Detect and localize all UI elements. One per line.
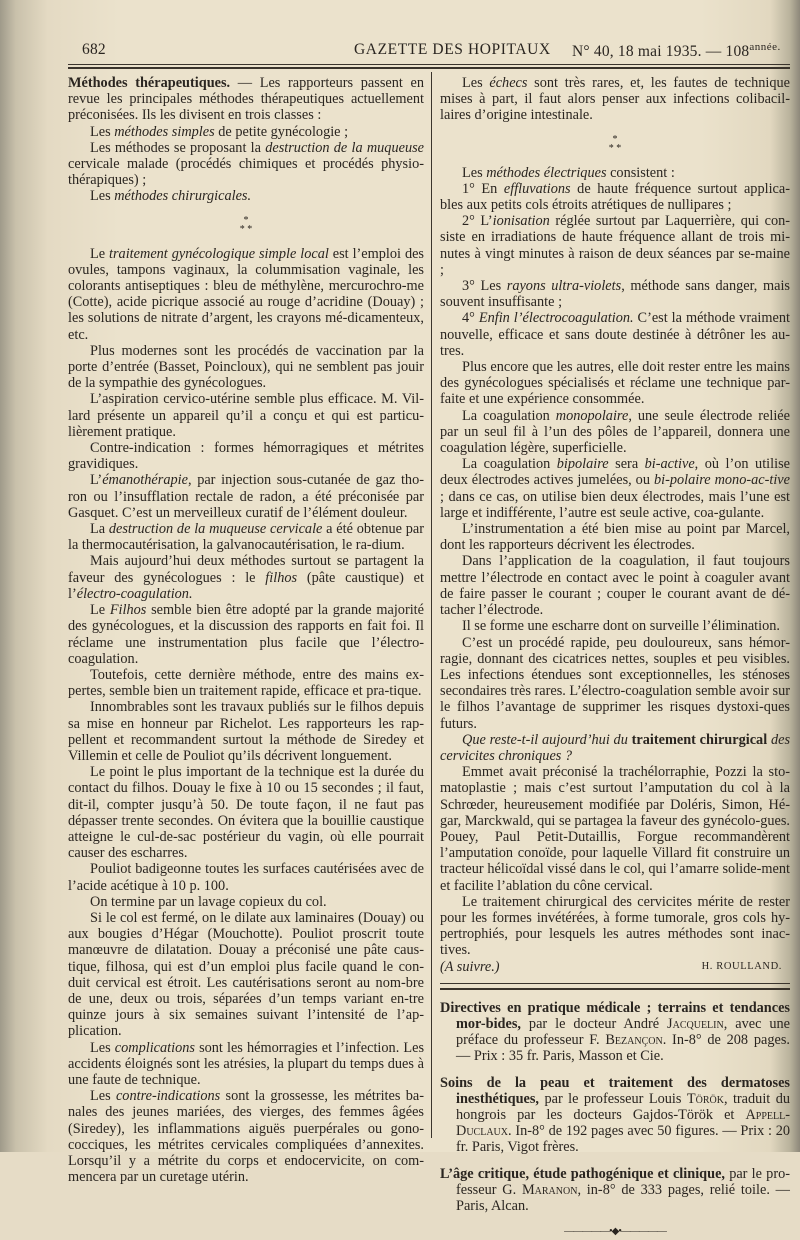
paragraph: 3° Les rayons ultra-violets, méthode sans danger, mais souvent insuffisante ;	[440, 278, 790, 311]
issue-info: N° 40, 18 mai 1935. — $108^{année.}$	[572, 41, 781, 61]
section-asterism: * * *	[239, 214, 253, 235]
left-column	[68, 75, 424, 1185]
paragraph: On termine par un lavage copieux du col.	[90, 893, 327, 910]
paragraph: Que reste-t-il aujourd’hui du traitement chirurgical des cervicites chroniques ?	[440, 731, 791, 764]
page-header	[52, 37, 792, 63]
author-name: H. ROULLAND.	[701, 960, 782, 972]
paragraph: Mais aujourd’hui deux méthodes surtout se partagent la faveur des gynécologues : le filhos (pâte caustique) et l’électro-coagulation.	[68, 553, 424, 602]
header-rule-bottom	[68, 67, 790, 69]
paragraph: Les méthodes chirurgicales.	[90, 188, 252, 205]
paragraph: Si le col est fermé, on le dilate aux laminaires (Douay) ou aux bougies d’Hégar (Mouchotte). Pouliot proscrit toute manœuvre de dilatation. Douay a préconisé une pâte caus-tique, filhosa, qui est d’un emploi plus facile quand le con-duit cervical est étroit. Les cautérisations seront au nom-bre de une, deux ou trois, séparées d’un temps variant en-tre quinze jours à six semaines suivant l’intensité de l’ap-plication.	[68, 909, 424, 1040]
paragraph: L’instrumentation a été bien mise au point par Marcel, dont les rapporteurs décrivent les électrodes.	[440, 521, 790, 554]
bibliography-list	[440, 1000, 790, 1214]
page-number: 682	[82, 41, 106, 58]
right-article-body	[440, 75, 790, 959]
paragraph: Les complications sont les hémorragies et l’infection. Les accidents éloignés sont les atrésies, la plupart du temps dues à une faute de technique.	[68, 1039, 425, 1088]
section-separator	[440, 983, 790, 990]
paragraph: C’est un procédé rapide, peu douloureux, sans hémor-ragie, donnant des cicatrices nettes, souples et peu visibles. Les infections étendues sont exceptionnelles, les sténoses secondaires très rares. L’électro-coagulation semble avoir sur le filhos l’avantage de supprimer les risques dystoxi-ques futurs.	[440, 634, 791, 732]
right-column	[440, 75, 790, 1240]
paragraph: Dans l’application de la coagulation, il faut toujours mettre l’électrode en contact avec le point à coaguler avant de faire passer le courant ; couper le courant avant de dé-tacher l’électrode.	[440, 553, 790, 619]
bibliography-entry: Soins de la peau et traitement des dermatoses inesthétiques, par le professeur Louis Török, traduit du hongrois par les docteurs Gajdos-Török et Appell-Duclaux. In-8° de 192 pages avec 50 figures. — Prix : 20 fr. Paris, Vigot frères.	[440, 1074, 790, 1156]
paragraph: 4° Enfin l’électrocoagulation. C’est la méthode vraiment nouvelle, efficace et sans doute destinée à détrôner les au-tres.	[440, 310, 790, 359]
paragraph: Le traitement gynécologique simple local est l’emploi des ovules, tampons vaginaux, la colummisation vaginale, les colorants antiseptiques : bleu de méthylène, mercurochro-me (Cotte), acide picrique associé au rouge d’acridine (Douay) ; les solutions de nitrate d’argent, les crayons mé-dicamenteux, etc.	[68, 245, 424, 343]
paragraph: Méthodes thérapeutiques. — Les rapporteurs passent en revue les principales méthodes thérapeutiques actuellement préconisées. Ils les divisent en trois classes :	[68, 75, 425, 124]
paragraph: Les méthodes électriques consistent :	[462, 164, 675, 181]
article-signature	[440, 959, 790, 975]
paragraph: Emmet avait préconisé la trachélorraphie, Pozzi la sto-matoplastie ; mais c’est surtout l’amputation du col à la Schrœder, heureusement modifiée par Doléris, Simon, Hé-gar, Marckwald, qui se partagea la faveur des gynécolo-gues. Pouey, Paul Petit-Dutaillis, Forgue recommandèrent l’amputation conoïde, pour laquelle Villard fit construire un tracteur hélicoïdal vissé dans le col, qui l’amarre solide-ment et facilite l’ablation du cône cervical.	[440, 764, 790, 894]
paragraph: Les méthodes simples de petite gynécologie ;	[90, 123, 349, 140]
column-divider	[431, 72, 432, 1138]
end-ornament: —————•◆•—————	[564, 1226, 666, 1238]
section-asterism: * * *	[608, 133, 622, 154]
bibliography-entry: Directives en pratique médicale ; terrains et tendances mor-bides, par le docteur André Jacquelin, avec une préface du professeur F. Bezançon. In-8° de 208 pages. — Prix : 35 fr. Paris, Masson et Cie.	[440, 999, 790, 1065]
paragraph: Les échecs sont très rares, et, les fautes de technique mises à part, il faut alors penser aux infections colibacil-laires d’origine intestinale.	[440, 75, 790, 124]
paragraph: Les méthodes se proposant la destruction de la muqueuse cervicale malade (procédés chimiques et procédés physio-thérapiques) ;	[68, 139, 425, 189]
paragraph: Les contre-indications sont la grossesse, les métrites ba-nales des jeunes mariées, des vierges, des femmes âgées (Siredey), les inflammations aiguës puerpérales ou gono-cocciques, les métrites cervicales compliquées d’annexites. Lorsqu’il y a métrite du corps et endocervicite, on com-mencera par un curetage utérin.	[68, 1088, 424, 1186]
paragraph: L’émanothérapie, par injection sous-cutanée de gaz tho-ron ou l’insufflation rectale de radon, a été préconisée par Gasquet. C’est un merveilleux curatif de l’élément douleur.	[68, 472, 424, 521]
paragraph: Le Filhos semble bien être adopté par la grande majorité des gynécologues, et la discussion des rapports en fait foi. Il réclame une instrumentation plus facile que l’électro-coagulation.	[68, 602, 424, 667]
paragraph: Le traitement chirurgical des cervicites mérite de rester pour les formes invétérées, à forme tumorale, gros cols hy-pertrophiés, pour lesquels les autres méthodes sont inac-tives.	[440, 893, 790, 959]
to-be-continued: (A suivre.)	[440, 958, 500, 975]
paragraph: Toutefois, cette dernière méthode, entre des mains ex-pertes, semble bien un traitement rapide, efficace et pra-tique.	[68, 666, 424, 700]
paragraph: Contre-indication : formes hémorragiques et métrites gravidiques.	[68, 440, 424, 473]
paragraph: L’aspiration cervico-utérine semble plus efficace. M. Vil-lard présente un appareil qu’il a conçu et qui est particu-lièrement pratique.	[68, 391, 424, 440]
paragraph: 2° L’ionisation réglée surtout par Laquerrière, qui con-siste en irradiations de haute fréquence allant de trois mi-nutes à vingt minutes à raison de deux séances par se-maine ;	[440, 213, 791, 278]
paragraph: Plus encore que les autres, elle doit rester entre les mains des gynécologues spécialisés et réclame une technique par-faite et une expérience consommée.	[440, 359, 790, 408]
paragraph: Il se forme une escharre dont on surveille l’élimination.	[462, 618, 781, 635]
journal-title: GAZETTE DES HOPITAUX	[354, 41, 551, 58]
paragraph: La destruction de la muqueuse cervicale a été obtenue par la thermocautérisation, la galvanocautérisation, le ra-dium.	[68, 521, 424, 554]
header-rule-top	[68, 64, 790, 65]
paragraph: 1° En effluvations de haute fréquence surtout applica-bles aux petits cols étroits atrétiques de nullipares ;	[440, 180, 790, 214]
paragraph: Plus modernes sont les procédés de vaccination par la porte d’entrée (Basset, Poincloux), qui ne semblent pas jouir de la sympathie des gynécologues.	[68, 342, 424, 392]
paragraph: Pouliot badigeonne toutes les surfaces cautérisées avec de l’acide acétique à 10 p. 100.	[68, 861, 424, 894]
paragraph: La coagulation bipolaire sera bi-active, où l’on utilise deux électrodes actives jumelées, ou bi-polaire mono-ac-tive ; dans ce cas, on utilise bien deux électrodes, mais l’une est large et indifférente, l’autre est seule active, coa-gulante.	[440, 456, 790, 521]
paragraph: Le point le plus important de la technique est la durée du contact du filhos. Douay le fixe à 10 ou 15 secondes ; il faut, dit-il, compter jusqu’à 50. De toute façon, il ne faut pas dépasser trente secondes. On évitera que la bouillie caustique atteigne le cul-de-sac postérieur du vagin, où elle pourrait causer des escharres.	[68, 764, 424, 862]
bibliography-entry: L’âge critique, étude pathogénique et clinique, par le pro-fesseur G. Maranon, in-8° de 333 pages, relié toile. — Paris, Alcan.	[440, 1165, 790, 1214]
paragraph: La coagulation monopolaire, une seule électrode reliée par un seul fil à l’un des pôles de l’appareil, donnera une coagulation légère, superficielle.	[440, 407, 790, 457]
paragraph: Innombrables sont les travaux publiés sur le filhos depuis sa mise en honneur par Richelot. Les rapporteurs les rap-pellent et recommandent surtout la méthode de Siredey et Villemin et celle de Pouliot qu’ils décrivent longuement.	[68, 699, 424, 764]
